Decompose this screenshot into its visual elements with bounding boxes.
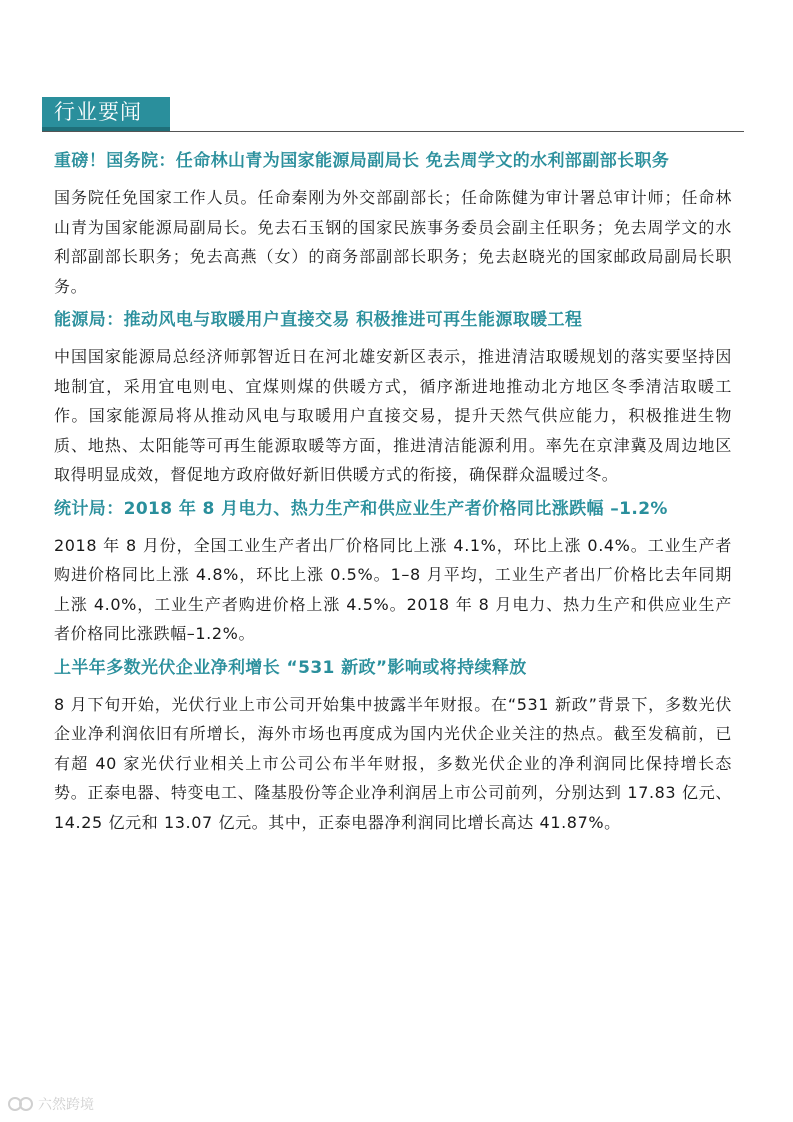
news-headline: 统计局：2018 年 8 月电力、热力生产和供应业生产者价格同比涨跌幅 –1.2% [54, 498, 668, 519]
news-item [54, 306, 732, 490]
watermark-logo-icon [8, 1095, 34, 1113]
news-item [54, 654, 732, 838]
news-item [54, 147, 732, 301]
news-body: 中国国家能源局总经济师郭智近日在河北雄安新区表示，推进清洁取暖规划的落实要坚持因地制宜，采用宜电则电、宜煤则煤的供暖方式，循序渐进地推动北方地区冬季清洁取暖工作。国家能源局将从推动风电与取暖用户直接交易，提升天然气供应能力，积极推进生物质、地热、太阳能等可再生能源取暖等方面，推进清洁能源利用。率先在京津冀及周边地区取得明显成效，督促地方政府做好新旧供暖方式的衔接，确保群众温暖过冬。 [54, 347, 732, 484]
news-body: 国务院任免国家工作人员。任命秦刚为外交部副部长；任命陈健为审计署总审计师；任命林山青为国家能源局副局长。免去石玉钢的国家民族事务委员会副主任职务；免去周学文的水利部副部长职务；免去高燕（女）的商务部副部长职务；免去赵晓光的国家邮政局副局长职务。 [54, 188, 732, 296]
header-divider [42, 131, 744, 132]
news-item [54, 495, 732, 649]
news-headline: 上半年多数光伏企业净利增长 “531 新政”影响或将持续释放 [54, 657, 527, 678]
news-body: 8 月下旬开始，光伏行业上市公司开始集中披露半年财报。在“531 新政”背景下，多数光伏企业净利润依旧有所增长，海外市场也再度成为国内光伏企业关注的热点。截至发稿前，已有超 40 家光伏行业相关上市公司公布半年财报，多数光伏企业的净利润同比保持增长态势。正泰电器、特变电工、隆基股份等企业净利润居上市公司前列，分别达到 17.83 亿元、14.25 亿元和 13.07 亿元。其中，正泰电器净利润同比增长高达 41.87%。 [54, 694, 732, 832]
news-body: 2018 年 8 月份，全国工业生产者出厂价格同比上涨 4.1%，环比上涨 0.4%。工业生产者购进价格同比上涨 4.8%，环比上涨 0.5%。1–8 月平均，工业生产者出厂价格比去年同期上涨 4.0%，工业生产者购进价格上涨 4.5%。2018 年 8 月电力、热力生产和供应业生产者价格同比涨跌幅–1.2%。 [54, 535, 732, 643]
news-headline: 重磅！国务院：任命林山青为国家能源局副局长 免去周学文的水利部副部长职务 [54, 151, 670, 171]
watermark [8, 1093, 94, 1115]
news-headline: 能源局：推动风电与取暖用户直接交易 积极推进可再生能源取暖工程 [54, 310, 583, 330]
watermark-text: 六然跨境 [38, 1097, 94, 1113]
section-title: 行业要闻 [42, 97, 170, 131]
news-list [54, 147, 732, 842]
